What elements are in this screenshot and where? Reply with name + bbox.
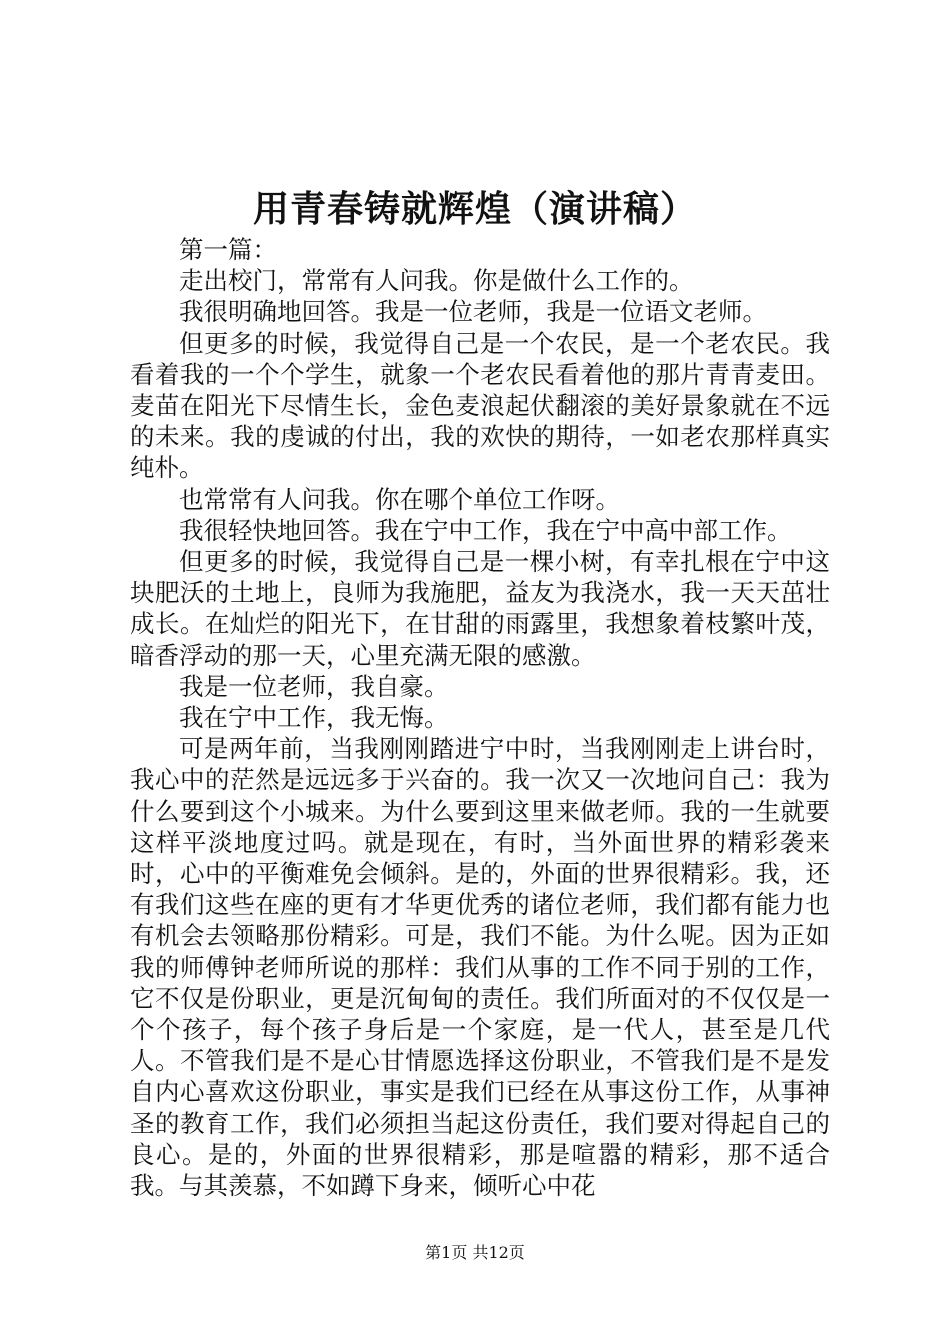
document-body (130, 234, 830, 1201)
paragraph: 但更多的时候，我觉得自己是一棵小树，有幸扎根在宁中这块肥沃的土地上，良师为我施肥，益友为我浇水，我一天天茁壮成长。在灿烂的阳光下，在甘甜的雨露里，我想象着枝繁叶茂，暗香浮动的那一天，心里充满无限的感激。 (130, 547, 830, 670)
paragraph: 我很轻快地回答。我在宁中工作，我在宁中高中部工作。 (179, 515, 792, 545)
paragraph: 可是两年前，当我刚刚踏进宁中时，当我刚刚走上讲台时，我心中的茫然是远远多于兴奋的。我一次又一次地问自己：我为什么要到这个小城来。为什么要到这里来做老师。我的一生就要这样平淡地度过吗。就是现在，有时，当外面世界的精彩袭来时，心中的平衡难免会倾斜。是的，外面的世界很精彩。我，还有我们这些在座的更有才华更优秀的诸位老师，我们都有能力也有机会去领略那份精彩。可是，我们不能。为什么呢。因为正如我的师傅钟老师所说的那样：我们从事的工作不同于别的工作，它不仅是份职业，更是沉甸甸的责任。我们所面对的不仅仅是一个个孩子，每个孩子身后是一个家庭，是一代人，甚至是几代人。不管我们是不是心甘情愿选择这份职业，不管我们是不是发自内心喜欢这份职业，事实是我们已经在从事这份工作，从事神圣的教育工作，我们必须担当起这份责任，我们要对得起自己的良心。是的，外面的世界很精彩，那是喧嚣的精彩，那不适合我。与其羡慕，不如蹲下身来，倾听心中花 (130, 734, 830, 1201)
paragraph: 我在宁中工作，我无悔。 (179, 703, 449, 733)
document-title: 用青春铸就辉煌（演讲稿） (252, 188, 697, 230)
paragraph: 但更多的时候，我觉得自己是一个农民，是一个老农民。我看着我的一个个学生，就象一个老农民看着他的那片青青麦田。麦苗在阳光下尽情生长，金色麦浪起伏翻滚的美好景象就在不远的未来。我的虔诚的付出，我的欢快的期待，一如老农那样真实纯朴。 (130, 328, 830, 483)
paragraph: 也常常有人问我。你在哪个单位工作呀。 (179, 484, 620, 514)
paragraph: 第一篇： (179, 235, 277, 264)
paragraph: 我很明确地回答。我是一位老师，我是一位语文老师。 (179, 297, 767, 327)
paragraph: 走出校门，常常有人问我。你是做什么工作的。 (179, 266, 694, 296)
page-number-footer: 第1页 共12页 (425, 1243, 525, 1262)
paragraph: 我是一位老师，我自豪。 (179, 671, 449, 701)
